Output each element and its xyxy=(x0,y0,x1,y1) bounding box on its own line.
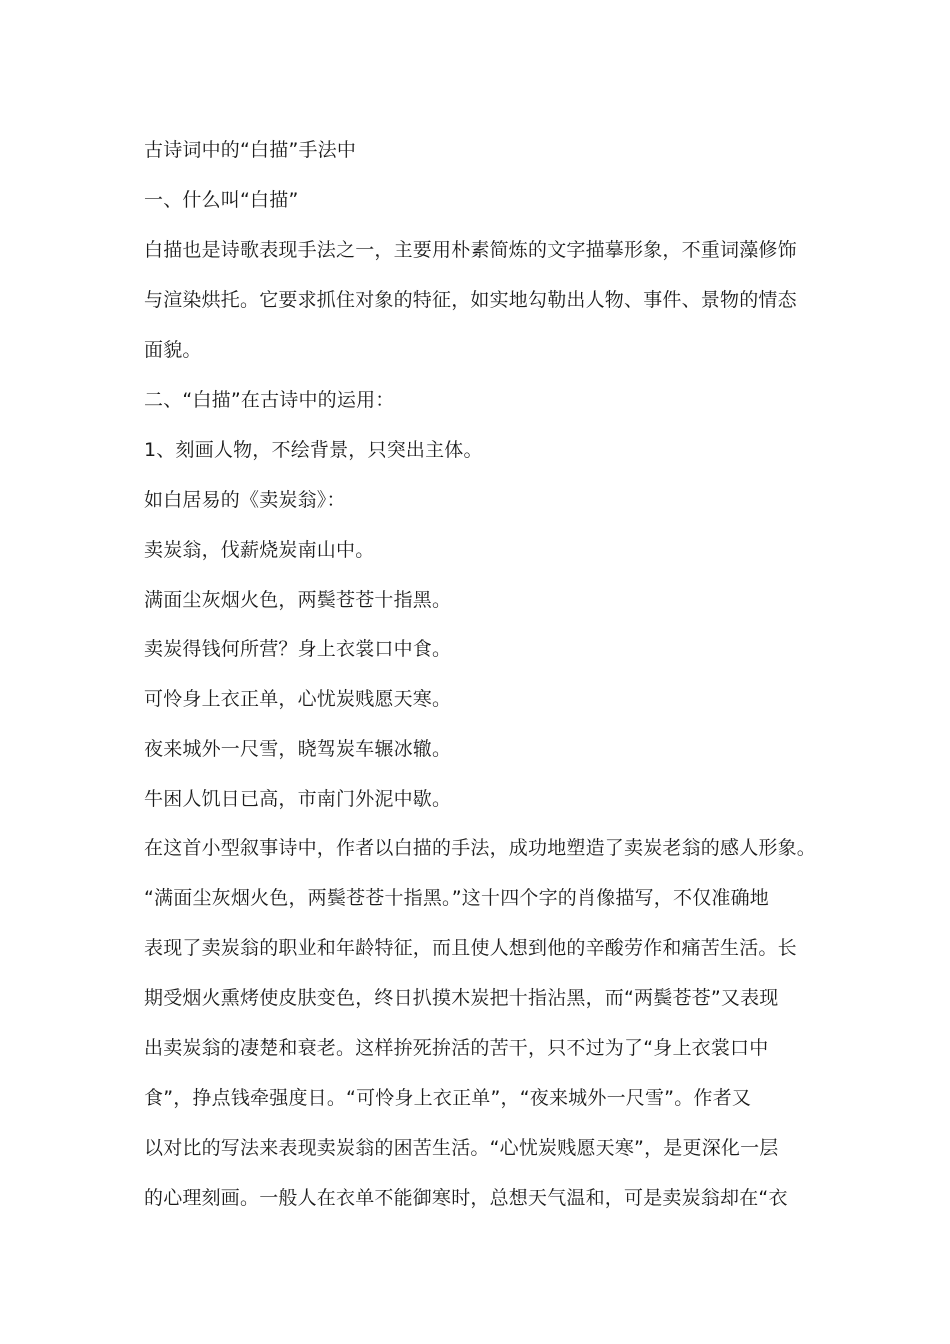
poem-line: 可怜身上衣正单，心忧炭贱愿天寒。 xyxy=(144,688,452,710)
example-intro: 如白居易的《卖炭翁》： xyxy=(144,489,346,511)
poem-line: 卖炭翁，伐薪烧炭南山中。 xyxy=(144,539,375,561)
definition-line: 与渲染烘托。它要求抓住对象的特征，如实地勾勒出人物、事件、景物的情态 xyxy=(144,289,797,311)
definition-line: 面貌。 xyxy=(144,339,202,361)
analysis-line: 以对比的写法来表现卖炭翁的困苦生活。“心忧炭贱愿天寒”，是更深化一层 xyxy=(144,1137,779,1159)
poem-line: 满面尘灰烟火色，两鬓苍苍十指黑。 xyxy=(144,589,452,611)
document-title: 古诗词中的“白描”手法中 xyxy=(144,139,357,161)
analysis-line: 出卖炭翁的凄楚和衰老。这样拚死拚活的苦干，只不过为了“身上衣裳口中 xyxy=(144,1037,769,1059)
poem-line: 夜来城外一尺雪，晓驾炭车辗冰辙。 xyxy=(144,738,452,760)
poem-line: 卖炭得钱何所营？身上衣裳口中食。 xyxy=(144,638,452,660)
analysis-line: 期受烟火熏烤使皮肤变色，终日扒摸木炭把十指沾黑，而“两鬓苍苍”又表现 xyxy=(144,987,779,1009)
analysis-line: 表现了卖炭翁的职业和年龄特征，而且使人想到他的辛酸劳作和痛苦生活。长 xyxy=(144,937,797,959)
analysis-line: 在这首小型叙事诗中，作者以白描的手法，成功地塑造了卖炭老翁的感人形象。 xyxy=(144,837,817,859)
definition-line: 白描也是诗歌表现手法之一，主要用朴素简炼的文字描摹形象，不重词藻修饰 xyxy=(144,239,797,261)
analysis-line: 食”，挣点钱牵强度日。“可怜身上衣正单”，“夜来城外一尺雪”。作者又 xyxy=(144,1087,752,1109)
analysis-line: “满面尘灰烟火色，两鬓苍苍十指黑。”这十四个字的肖像描写，不仅准确地 xyxy=(144,887,769,909)
poem-line: 牛困人饥日已高，市南门外泥中歇。 xyxy=(144,788,452,810)
point-heading: 1、刻画人物，不绘背景，只突出主体。 xyxy=(144,439,483,461)
section-heading-usage: 二、“白描”在古诗中的运用： xyxy=(144,389,395,411)
analysis-line: 的心理刻画。一般人在衣单不能御寒时，总想天气温和，可是卖炭翁却在“衣 xyxy=(144,1187,788,1209)
section-heading-what-is-baimiao: 一、什么叫“白描” xyxy=(144,189,299,211)
